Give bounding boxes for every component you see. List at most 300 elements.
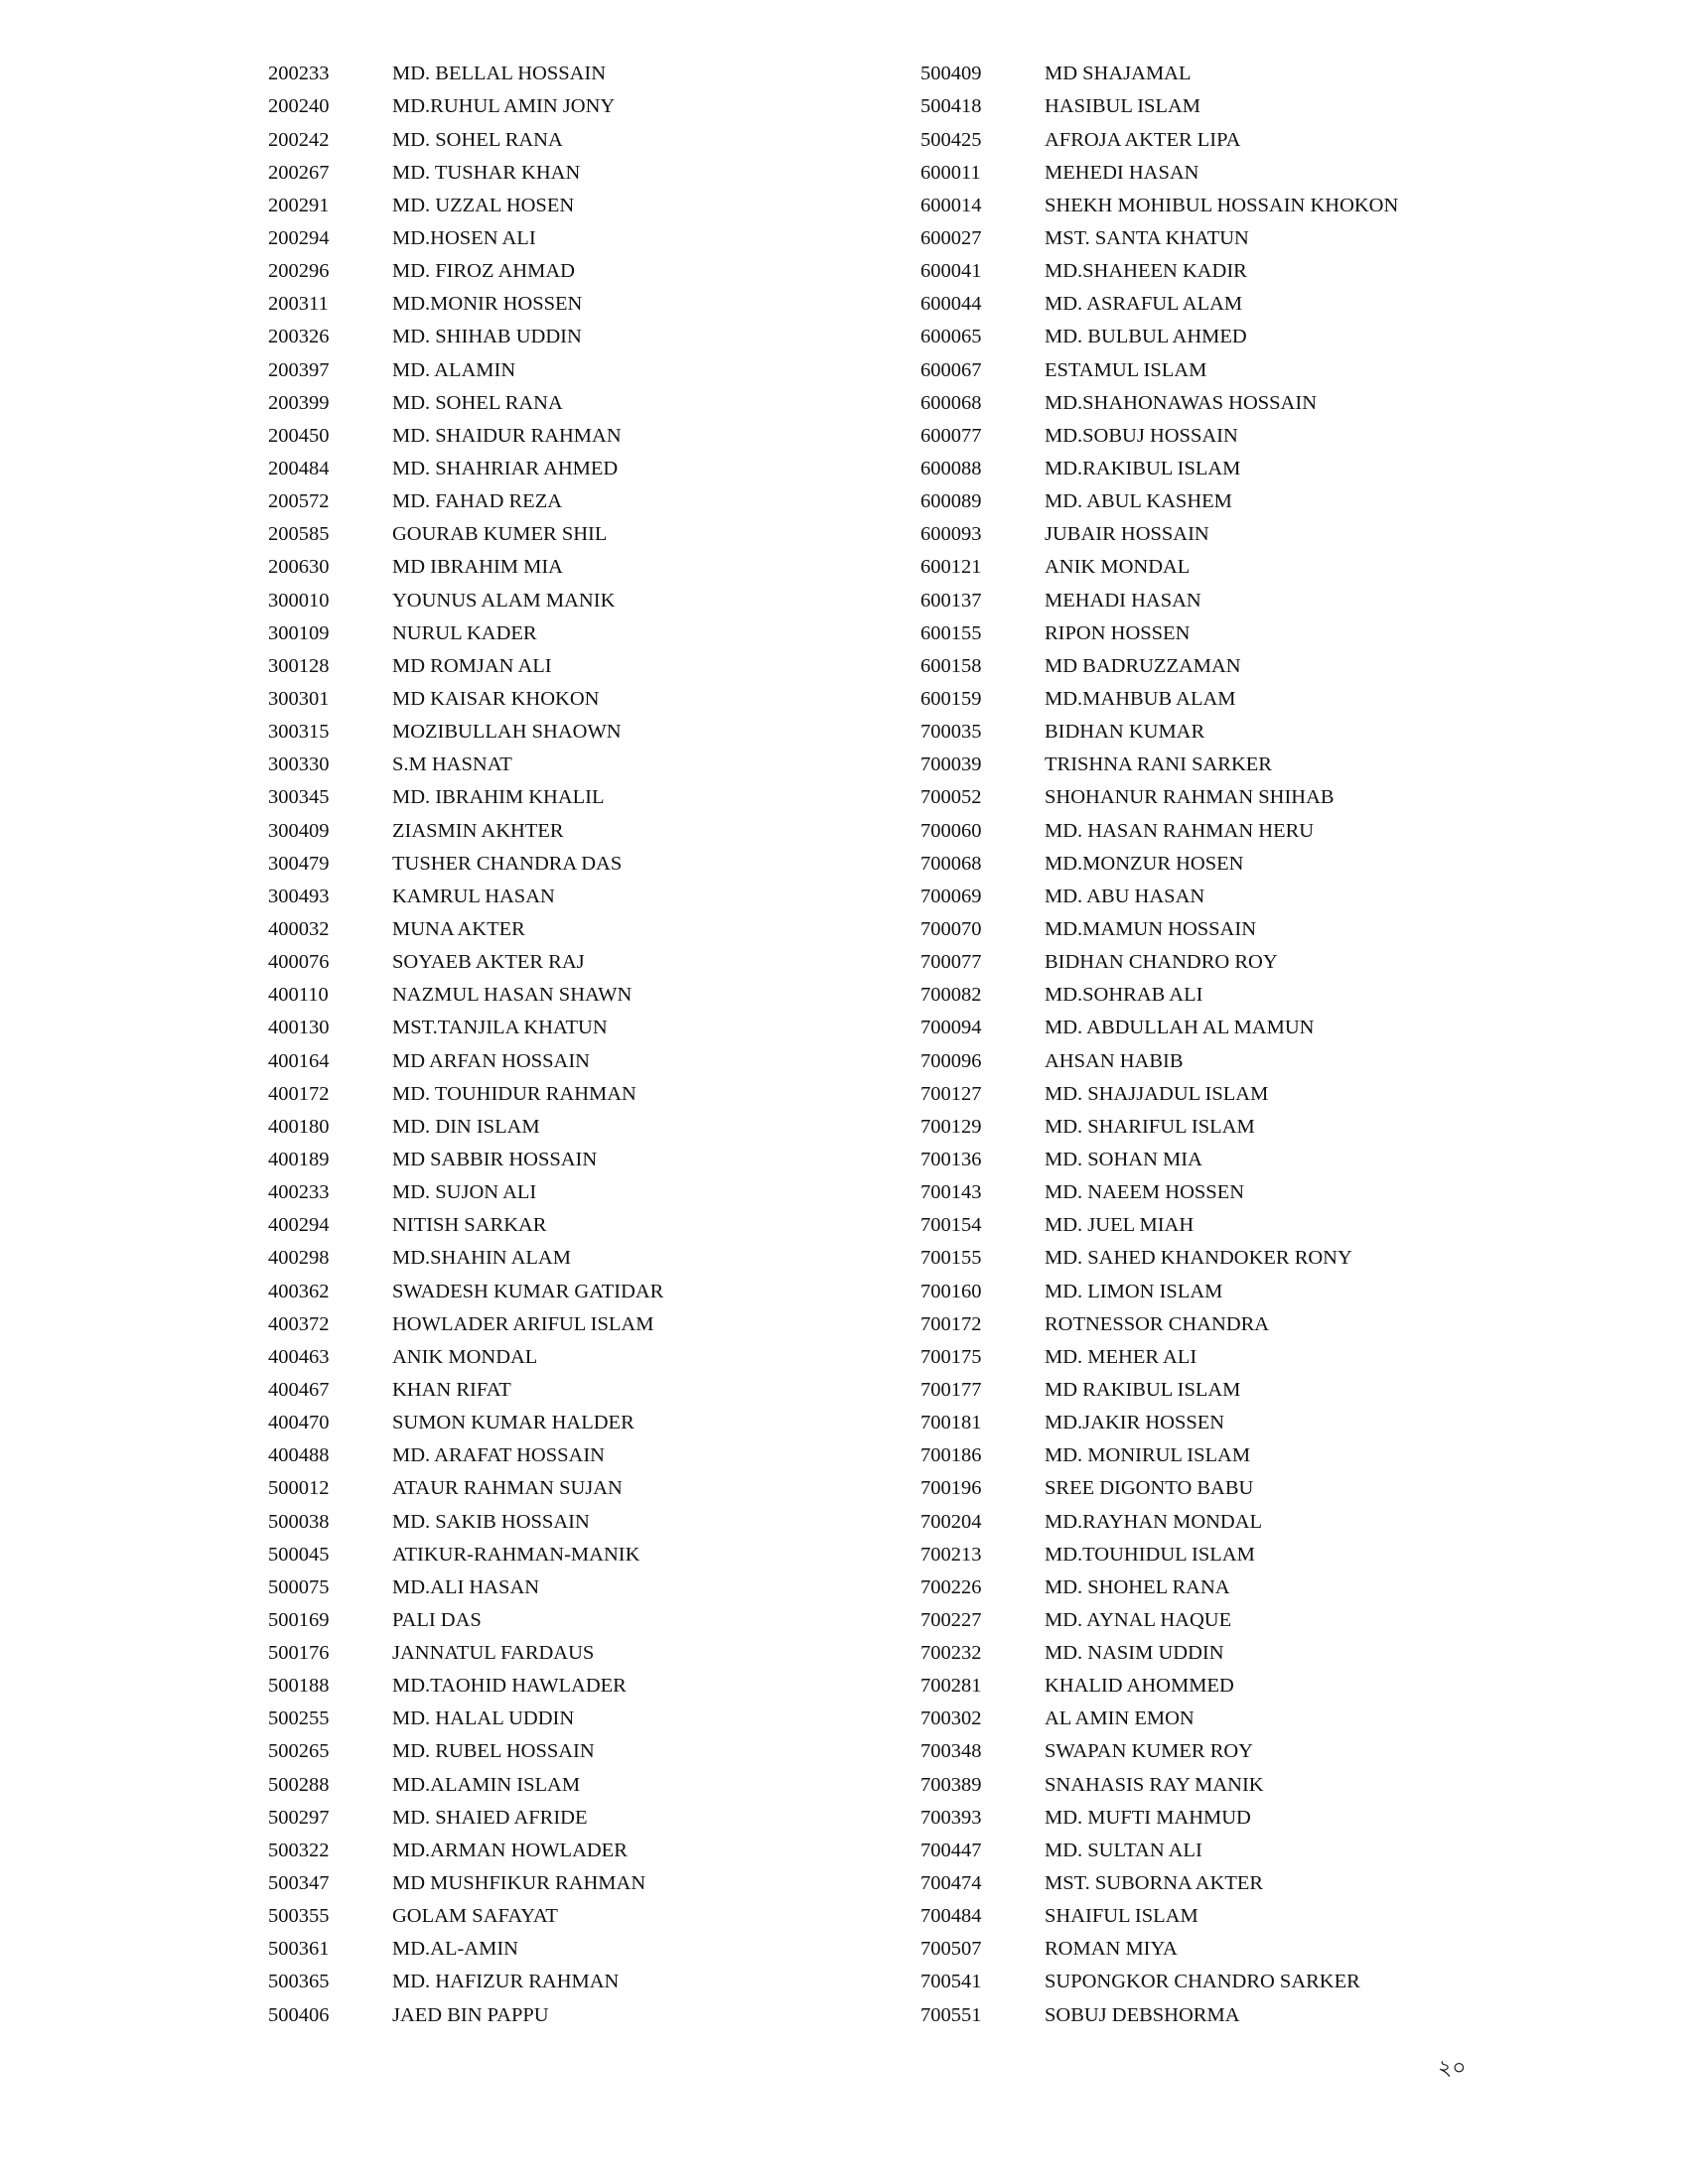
roll-number: 500297 [268,1806,330,1829]
candidate-name: ZIASMIN AKHTER [392,819,564,842]
roll-number: 700094 [920,1017,982,1039]
candidate-name: MST. SUBORNA AKTER [1045,1872,1264,1895]
roll-number: 200585 [268,523,330,546]
list-item [268,1077,884,1110]
list-item [268,485,884,518]
list-item [920,1998,1536,2031]
candidate-name: NURUL KADER [392,621,537,644]
candidate-name: ANIK MONDAL [1045,556,1191,579]
candidate-name: MD. SHAJJADUL ISLAM [1045,1082,1269,1105]
candidate-name: MD.SOBUJ HOSSAIN [1045,424,1238,447]
list-item [268,123,884,156]
roll-number: 700177 [920,1378,982,1401]
candidate-name: MD BADRUZZAMAN [1045,654,1241,677]
list-item [268,584,884,616]
list-item [268,749,884,781]
list-item [268,913,884,946]
candidate-name: MD. SHAIED AFRIDE [392,1806,588,1829]
list-item [268,781,884,814]
list-item [920,584,1536,616]
candidate-name: AHSAN HABIB [1045,1049,1184,1072]
candidate-name: ANIK MONDAL [392,1345,538,1368]
roll-number: 500012 [268,1477,330,1500]
candidate-name: MD.MAHBUB ALAM [1045,687,1236,710]
list-item [268,1867,884,1900]
candidate-name: MD. BULBUL AHMED [1045,326,1247,348]
candidate-name: MD. SHAHRIAR AHMED [392,458,619,479]
candidate-name: TRISHNA RANI SARKER [1045,753,1272,776]
candidate-name: NITISH SARKAR [392,1214,547,1237]
roll-number: 700541 [920,1971,982,1993]
candidate-name: MD ROMJAN ALI [392,654,552,677]
list-item [268,190,884,222]
roll-number: 600137 [920,589,982,612]
list-item [920,1966,1536,1998]
list-item [268,1111,884,1144]
roll-number: 400180 [268,1115,330,1138]
list-item [920,1077,1536,1110]
list-item [268,979,884,1012]
list-item [920,1044,1536,1077]
roll-number: 700393 [920,1806,982,1829]
list-item [920,1835,1536,1867]
list-item [920,913,1536,946]
list-item [268,1144,884,1176]
candidate-name: ATIKUR-RAHMAN-MANIK [392,1543,640,1566]
list-item [268,1012,884,1044]
candidate-name: MD MUSHFIKUR RAHMAN [392,1872,646,1895]
candidate-name: SOYAEB AKTER RAJ [392,951,585,974]
candidate-name: MD.SHAHIN ALAM [392,1247,571,1270]
roll-number: 600088 [920,458,982,479]
roll-number: 700181 [920,1412,982,1434]
candidate-name: KAMRUL HASAN [392,885,555,907]
roll-number: 600089 [920,490,982,513]
list-item [268,353,884,386]
candidate-name: PALI DAS [392,1608,482,1631]
roll-number: 300128 [268,654,330,677]
roll-number: 400130 [268,1017,330,1039]
candidate-name: KHAN RIFAT [392,1378,511,1401]
candidate-name: MD. FIROZ AHMAD [392,260,575,283]
candidate-name: KHALID AHOMMED [1045,1675,1234,1698]
roll-number: 200296 [268,260,330,283]
roll-number: 300409 [268,819,330,842]
list-item [920,1933,1536,1966]
list-item [920,1538,1536,1570]
roll-number: 500188 [268,1675,330,1698]
list-item [920,1703,1536,1735]
list-item [920,90,1536,123]
list-item [268,716,884,749]
roll-number: 200291 [268,194,330,216]
candidate-name: ESTAMUL ISLAM [1045,358,1207,381]
list-item [920,1111,1536,1144]
roll-number: 200397 [268,358,330,381]
list-item [268,453,884,485]
candidate-name: MD. SHOHEL RANA [1045,1575,1230,1598]
list-item [268,1703,884,1735]
roll-number: 400463 [268,1345,330,1368]
roll-number: 500255 [268,1707,330,1730]
roll-number: 700136 [920,1148,982,1170]
roll-number: 700143 [920,1181,982,1204]
candidate-name: MD. FAHAD REZA [392,490,563,513]
list-item [268,1768,884,1801]
roll-number: 400172 [268,1082,330,1105]
roll-number: 700172 [920,1312,982,1335]
candidate-name: MD. MONIRUL ISLAM [1045,1444,1251,1467]
roll-number: 200267 [268,161,330,184]
list-item [268,1538,884,1570]
roll-number: 500176 [268,1642,330,1665]
roll-number: 400189 [268,1148,330,1170]
roll-number: 600155 [920,621,982,644]
roll-number: 500406 [268,2003,330,2026]
candidate-name: MD.RUHUL AMIN JONY [392,95,616,118]
roll-number: 700281 [920,1675,982,1698]
page-number: ২০ [1438,2056,1467,2081]
roll-number: 200572 [268,490,330,513]
list-item [268,847,884,880]
roll-number: 200630 [268,556,330,579]
list-item [268,386,884,419]
roll-number: 400488 [268,1444,330,1467]
roll-number: 700060 [920,819,982,842]
candidate-name: SHEKH MOHIBUL HOSSAIN KHOKON [1045,194,1399,216]
candidate-name: SHOHANUR RAHMAN SHIHAB [1045,786,1335,809]
list-item [920,1242,1536,1275]
candidate-name: BIDHAN KUMAR [1045,721,1205,744]
roll-number: 600044 [920,293,982,316]
list-item [920,58,1536,90]
list-item [268,255,884,288]
list-item [920,386,1536,419]
list-item [268,321,884,353]
roll-number: 200399 [268,391,330,414]
roll-number: 700447 [920,1839,982,1861]
roll-number: 600121 [920,556,982,579]
roll-number: 400372 [268,1312,330,1335]
candidate-name: MEHEDI HASAN [1045,161,1199,184]
candidate-name: MD KAISAR KHOKON [392,687,600,710]
candidate-name: MD. DIN ISLAM [392,1115,540,1138]
list-item [268,1835,884,1867]
candidate-name: JUBAIR HOSSAIN [1045,523,1209,546]
roll-number: 600067 [920,358,982,381]
list-item [268,1570,884,1603]
candidate-name: YOUNUS ALAM MANIK [392,589,616,612]
roll-number: 600077 [920,424,982,447]
list-item [920,1505,1536,1538]
candidate-name: MD. HAFIZUR RAHMAN [392,1971,620,1993]
candidate-name: AFROJA AKTER LIPA [1045,128,1241,151]
candidate-name: SWAPAN KUMER ROY [1045,1740,1253,1763]
candidate-name: MD. ABDULLAH AL MAMUN [1045,1017,1315,1039]
left-column [268,58,884,2031]
list-item [920,881,1536,913]
list-item [920,485,1536,518]
candidate-name: MD. BELLAL HOSSAIN [392,63,607,85]
candidate-name: MD.AL-AMIN [392,1938,518,1961]
roll-number: 500409 [920,63,982,85]
list-item [268,1998,884,2031]
roll-number: 400076 [268,951,330,974]
roll-number: 700196 [920,1477,982,1500]
candidate-name: ROTNESSOR CHANDRA [1045,1312,1270,1335]
list-item [920,1735,1536,1768]
list-item [268,1801,884,1834]
list-item [920,1867,1536,1900]
list-item [920,321,1536,353]
roll-number: 200311 [268,293,329,316]
candidate-name: GOLAM SAFAYAT [392,1905,558,1928]
roll-number: 400470 [268,1412,330,1434]
candidate-name: SOBUJ DEBSHORMA [1045,2003,1240,2026]
list-item [920,1209,1536,1242]
candidate-name: AL AMIN EMON [1045,1707,1195,1730]
candidate-name: MD. SOHEL RANA [392,391,563,414]
candidate-name: MD. NAEEM HOSSEN [1045,1181,1245,1204]
roll-number: 200294 [268,227,330,250]
candidate-name: MD.SHAHONAWAS HOSSAIN [1045,391,1317,414]
candidate-name: MD. SUJON ALI [392,1181,537,1204]
list-item [920,156,1536,189]
roll-number: 200240 [268,95,330,118]
list-item [920,1374,1536,1407]
list-item [920,420,1536,453]
roll-number: 300345 [268,786,330,809]
list-item [268,1439,884,1472]
roll-number: 200326 [268,326,330,348]
candidate-name: SHAIFUL ISLAM [1045,1905,1198,1928]
candidate-name: MD. MUFTI MAHMUD [1045,1806,1251,1829]
list-item [920,551,1536,584]
list-item [920,1340,1536,1373]
candidate-name: MD. HASAN RAHMAN HERU [1045,819,1315,842]
roll-number: 700551 [920,2003,982,2026]
candidate-name: MD SABBIR HOSSAIN [392,1148,598,1170]
roll-number: 700389 [920,1773,982,1796]
roll-number: 700052 [920,786,982,809]
roll-number: 600068 [920,391,982,414]
roll-number: 500361 [268,1938,330,1961]
roll-number: 700226 [920,1575,982,1598]
candidate-name: MD. SHAIDUR RAHMAN [392,424,622,447]
candidate-name: MD. RUBEL HOSSAIN [392,1740,595,1763]
roll-number: 400467 [268,1378,330,1401]
list-item [268,1044,884,1077]
roll-number: 700204 [920,1510,982,1533]
list-item [920,946,1536,979]
list-item [268,1670,884,1703]
candidate-name: MD.SHAHEEN KADIR [1045,260,1247,283]
right-column [920,58,1536,2031]
roll-number: 500038 [268,1510,330,1533]
candidate-name: MD. ARAFAT HOSSAIN [392,1444,605,1467]
list-item [920,1439,1536,1472]
list-item [268,814,884,847]
candidate-name: MD ARFAN HOSSAIN [392,1049,590,1072]
candidate-name: MD.TOUHIDUL ISLAM [1045,1543,1255,1566]
roll-number: 300330 [268,753,330,776]
list-item [268,1933,884,1966]
candidate-name: MD.RAKIBUL ISLAM [1045,458,1241,479]
list-item [268,1176,884,1209]
list-item [920,1604,1536,1637]
roll-number: 700070 [920,917,982,940]
roll-number: 600011 [920,161,981,184]
candidate-name: MD. ALAMIN [392,358,516,381]
list-item [920,255,1536,288]
candidate-name: RIPON HOSSEN [1045,621,1191,644]
candidate-name: MD IBRAHIM MIA [392,556,563,579]
list-item [920,716,1536,749]
roll-number: 700186 [920,1444,982,1467]
candidate-name: MD. JUEL MIAH [1045,1214,1195,1237]
candidate-name: MD. TOUHIDUR RAHMAN [392,1082,636,1105]
list-item [268,1900,884,1933]
candidate-name: SWADESH KUMAR GATIDAR [392,1280,664,1302]
candidate-name: MD.MONZUR HOSEN [1045,852,1244,875]
candidate-name: MD. TUSHAR KHAN [392,161,581,184]
candidate-name: MD.HOSEN ALI [392,227,536,250]
list-item [920,1768,1536,1801]
roll-number: 700035 [920,721,982,744]
candidate-name: SUMON KUMAR HALDER [392,1412,634,1434]
candidate-name: MEHADI HASAN [1045,589,1201,612]
list-item [268,58,884,90]
candidate-name: MD. LIMON ISLAM [1045,1280,1223,1302]
list-item [920,1637,1536,1670]
candidate-name: MD.TAOHID HAWLADER [392,1675,627,1698]
candidate-name: MD. SOHEL RANA [392,128,563,151]
candidate-name: MD.MAMUN HOSSAIN [1045,917,1256,940]
roll-number: 600027 [920,227,982,250]
list-item [920,847,1536,880]
roll-number: 700484 [920,1905,982,1928]
roll-number: 300493 [268,885,330,907]
list-item [920,353,1536,386]
roll-number: 300109 [268,621,330,644]
candidate-name: MD. AYNAL HAQUE [1045,1608,1232,1631]
list-item [268,683,884,716]
candidate-name: SUPONGKOR CHANDRO SARKER [1045,1971,1360,1993]
list-item [268,616,884,649]
candidate-name: SREE DIGONTO BABU [1045,1477,1254,1500]
list-item [920,1275,1536,1307]
roll-number: 600159 [920,687,982,710]
candidate-name: MD. NASIM UDDIN [1045,1642,1224,1665]
candidate-name: MD. MEHER ALI [1045,1345,1197,1368]
list-item [920,616,1536,649]
candidate-name: MD. SULTAN ALI [1045,1839,1202,1861]
candidate-name: MD.MONIR HOSSEN [392,293,583,316]
list-item [920,1307,1536,1340]
candidate-name: ATAUR RAHMAN SUJAN [392,1477,623,1500]
list-item [268,222,884,255]
roll-number: 700507 [920,1938,982,1961]
roll-number: 700155 [920,1247,982,1270]
roll-number: 700232 [920,1642,982,1665]
candidate-name: MD. SAKIB HOSSAIN [392,1510,590,1533]
list-item [268,1340,884,1373]
roll-number: 400294 [268,1214,330,1237]
list-item [268,1407,884,1439]
roll-number: 600041 [920,260,982,283]
list-item [920,1801,1536,1834]
roll-number: 500365 [268,1971,330,1993]
roll-number: 700227 [920,1608,982,1631]
list-item [920,1670,1536,1703]
candidate-name: MD. SAHED KHANDOKER RONY [1045,1247,1352,1270]
roll-number: 600158 [920,654,982,677]
roll-number: 700154 [920,1214,982,1237]
roll-number: 200233 [268,63,330,85]
roll-number: 700129 [920,1115,982,1138]
list-item [920,222,1536,255]
candidate-name: NAZMUL HASAN SHAWN [392,984,633,1007]
list-item [268,1472,884,1505]
list-item [920,1472,1536,1505]
candidate-name: MD.RAYHAN MONDAL [1045,1510,1263,1533]
list-item [268,881,884,913]
list-item [268,1275,884,1307]
candidate-name: MD. UZZAL HOSEN [392,194,575,216]
list-item [268,90,884,123]
list-item [920,453,1536,485]
candidate-name: MD. ABU HASAN [1045,885,1205,907]
roll-number: 500288 [268,1773,330,1796]
candidate-name: MD. SHARIFUL ISLAM [1045,1115,1255,1138]
roll-number: 600065 [920,326,982,348]
candidate-name: MOZIBULLAH SHAOWN [392,721,622,744]
roll-number: 500265 [268,1740,330,1763]
list-item [920,123,1536,156]
candidate-name: MD. HALAL UDDIN [392,1707,575,1730]
roll-number: 400233 [268,1181,330,1204]
list-item [268,156,884,189]
roll-number: 700127 [920,1082,982,1105]
candidate-name: MD. SOHAN MIA [1045,1148,1202,1170]
roll-number: 700474 [920,1872,982,1895]
roll-number: 700069 [920,885,982,907]
roll-number: 600014 [920,194,982,216]
list-item [268,1242,884,1275]
roll-number: 700077 [920,951,982,974]
list-item [920,781,1536,814]
roll-number: 400298 [268,1247,330,1270]
roll-number: 700175 [920,1345,982,1368]
candidate-name: MD.JAKIR HOSSEN [1045,1412,1225,1434]
candidate-name: S.M HASNAT [392,753,512,776]
list-item [920,1407,1536,1439]
list-item [268,1209,884,1242]
list-item [268,1307,884,1340]
roll-number: 200484 [268,458,330,479]
list-item [268,1604,884,1637]
candidate-name: JANNATUL FARDAUS [392,1642,595,1665]
roll-number: 500075 [268,1575,330,1598]
candidate-name: SNAHASIS RAY MANIK [1045,1773,1264,1796]
list-item [920,190,1536,222]
roll-number: 600093 [920,523,982,546]
list-item [920,1176,1536,1209]
roll-number: 300301 [268,687,330,710]
list-item [920,749,1536,781]
roll-number: 500169 [268,1608,330,1631]
roll-number: 400032 [268,917,330,940]
